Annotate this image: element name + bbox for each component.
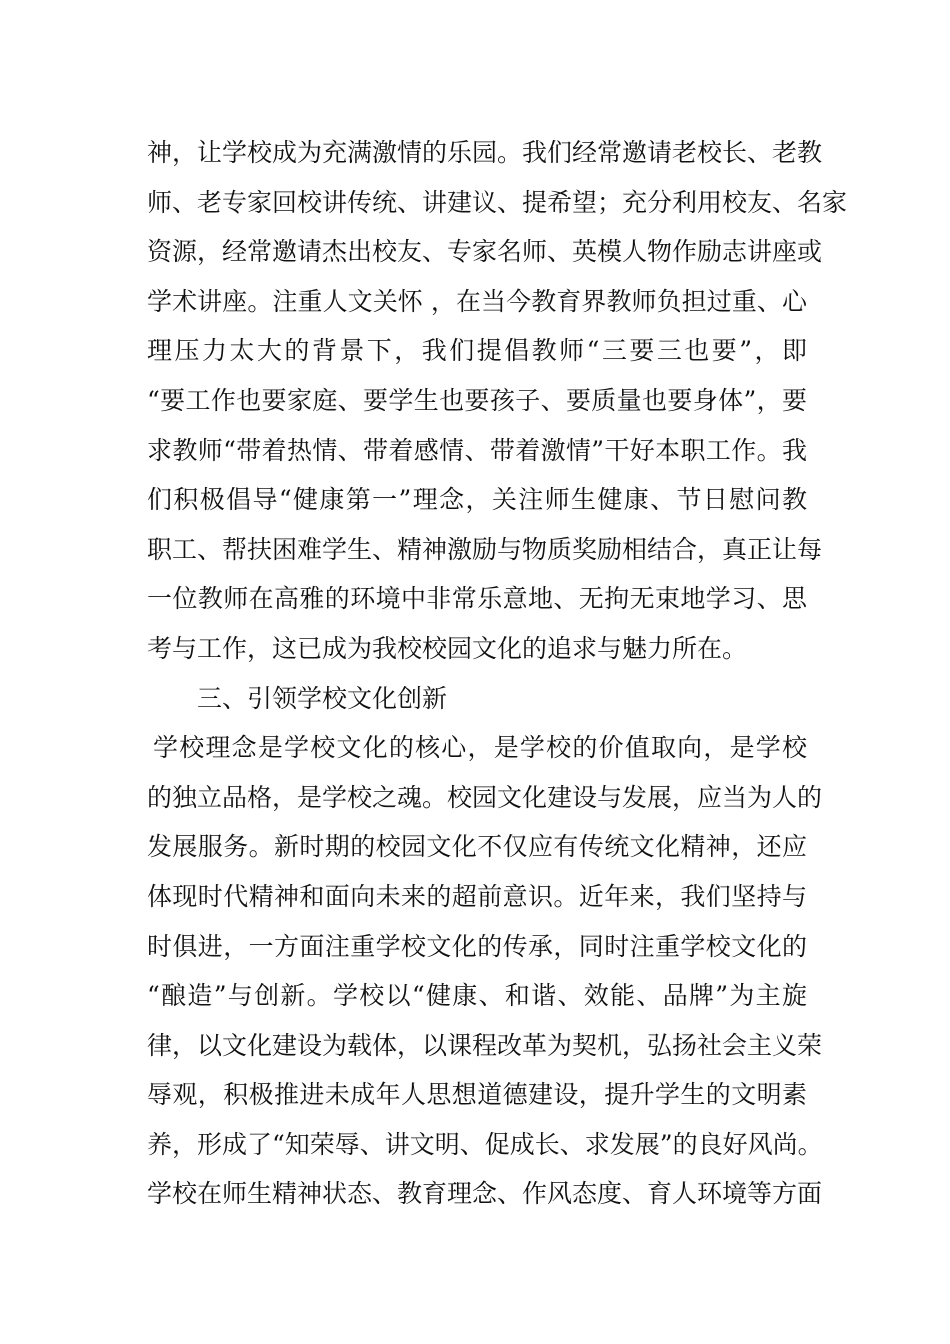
text-line: 辱观，积极推进未成年人思想道德建设，提升学生的文明素 (147, 1080, 807, 1110)
text-line: 体现时代精神和面向未来的超前意识。近年来，我们坚持与 (147, 881, 807, 911)
section-heading: 三、引领学校文化创新 (197, 683, 448, 713)
text-line: 的独立品格，是学校之魂。校园文化建设与发展，应当为人的 (147, 782, 823, 812)
text-line: 考与工作，这已成为我校校园文化的追求与魅力所在。 (147, 633, 748, 663)
text-line: 资源，经常邀请杰出校友、专家名师、英模人物作励志讲座或 (147, 237, 823, 267)
text-line: 学校理念是学校文化的核心，是学校的价值取向，是学校 (153, 733, 807, 763)
text-line: 学校在师生精神状态、教育理念、作风态度、育人环境等方面 (147, 1179, 823, 1209)
text-line: 师、老专家回校讲传统、讲建议、提希望；充分利用校友、名家 (147, 187, 848, 217)
text-line: 学术讲座。注重人文关怀 ，在当今教育界教师负担过重、心 (147, 286, 807, 316)
text-line: 律，以文化建设为载体，以课程改革为契机，弘扬社会主义荣 (147, 1030, 823, 1060)
text-line: 发展服务。新时期的校园文化不仅应有传统文化精神，还应 (147, 832, 807, 862)
text-line: 时俱进，一方面注重学校文化的传承，同时注重学校文化的 (147, 931, 807, 961)
text-line: 养，形成了“知荣辱、讲文明、促成长、求发展”的良好风尚。 (147, 1129, 823, 1159)
text-line: “酿造”与创新。学校以“健康、和谐、效能、品牌”为主旋 (147, 981, 807, 1011)
text-line: 求教师“带着热情、带着感情、带着激情”干好本职工作。我 (147, 435, 807, 465)
text-line: 理压力太大的背景下，我们提倡教师“三要三也要”，即 (147, 336, 807, 366)
text-line: “要工作也要家庭、要学生也要孩子、要质量也要身体”，要 (147, 385, 807, 415)
text-line: 们积极倡导“健康第一”理念，关注师生健康、节日慰问教 (147, 485, 807, 515)
text-line: 神，让学校成为充满激情的乐园。我们经常邀请老校长、老教 (147, 138, 823, 167)
document-body (147, 128, 848, 1219)
text-line: 职工、帮扶困难学生、精神激励与物质奖励相结合，真正让每 (147, 534, 823, 564)
text-line: 一位教师在高雅的环境中非常乐意地、无拘无束地学习、思 (147, 584, 807, 614)
